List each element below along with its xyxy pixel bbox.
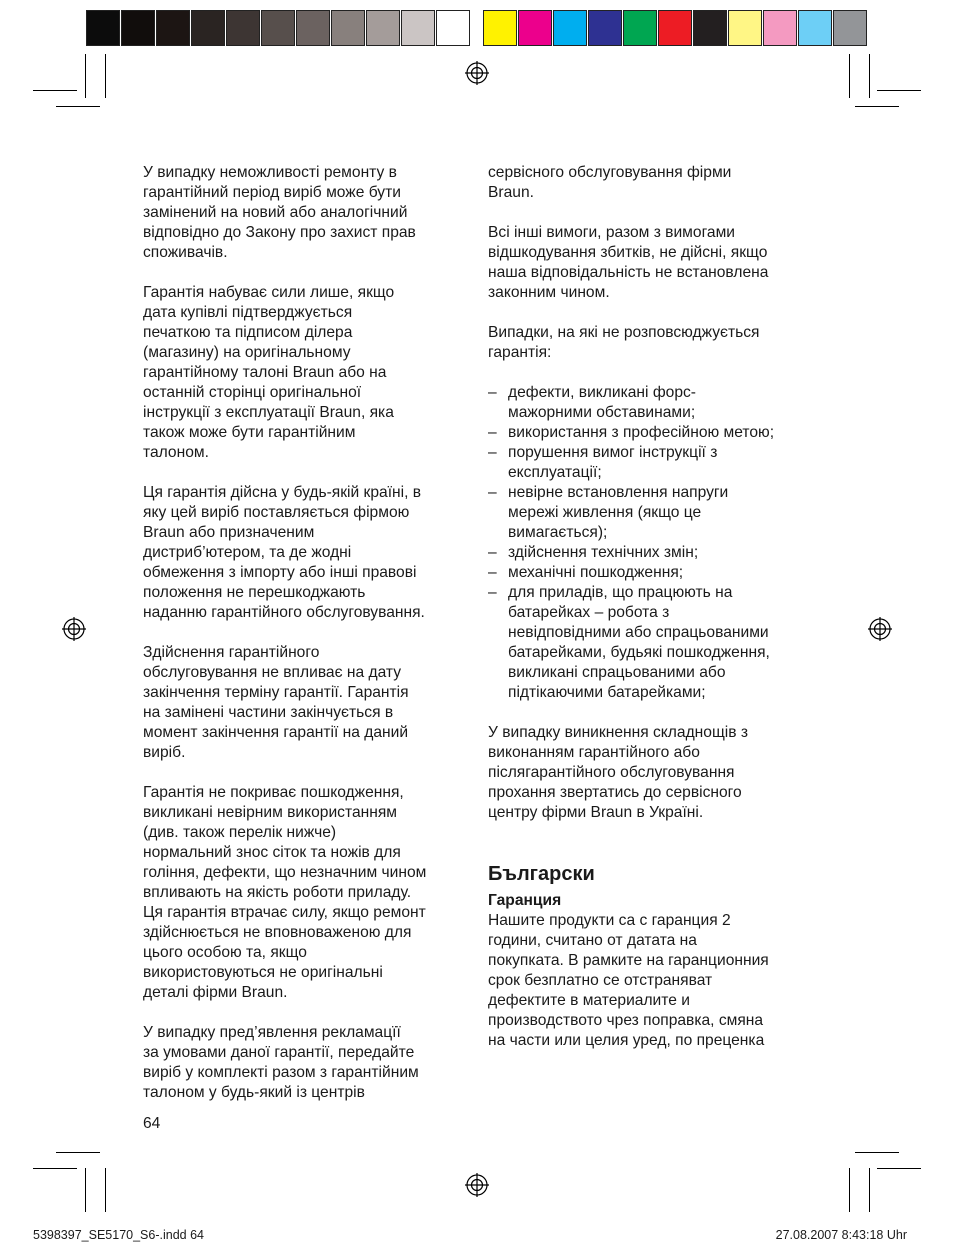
paragraph: сервісного обслуговування фірми Braun.	[488, 164, 732, 201]
color-swatch	[366, 10, 400, 46]
paragraph: Ця гарантія дійсна у будь-якій країні, в яку цей виріб поставляється фірмою Braun або призначеним дистриб’ютером, та де жодні обмеження з імпорту або інші правові положення не перешкоджають наданню гарантійного обслуговування.	[143, 484, 425, 621]
dash-bullet: –	[488, 384, 497, 401]
list-item	[488, 443, 823, 483]
color-swatch	[261, 10, 295, 46]
page-number: 64	[143, 1115, 161, 1132]
color-swatch	[658, 10, 692, 46]
right-text-column	[488, 163, 823, 1071]
paragraph: У випадку пред’явлення рекламацїї за умовами даної гарантії, передайте виріб у комплекті разом з гарантійним талоном у будь-який із центрів	[143, 1024, 419, 1101]
registration-mark-icon	[465, 1173, 489, 1197]
color-swatch	[623, 10, 657, 46]
process-color-bar	[483, 10, 868, 46]
dash-bullet: –	[488, 484, 497, 501]
color-swatch	[518, 10, 552, 46]
dash-bullet: –	[488, 424, 497, 441]
footer-file-info: 5398397_SE5170_S6-.indd 64	[33, 1228, 204, 1242]
color-swatch	[191, 10, 225, 46]
paragraph: Гарантія не покриває пошкодження, викликані невірним використанням (див. також перелік нижче) нормальний знос сіток та ножів для гоління, дефекти, що незначним чином впливають на якість роботи приладу. Ця гарантія втрачає силу, якщо ремонт здійснюється не вповноваженою для цього особою та, якщо використовуються не оригінальні деталі фірми Braun.	[143, 784, 427, 1001]
color-swatch	[86, 10, 120, 46]
list-item	[488, 583, 823, 703]
dash-bullet: –	[488, 584, 497, 601]
paragraph: У випадку неможливості ремонту в гарантійний період виріб може бути замінений на новий або аналогічний відповідно до Закону про захист прав споживачів.	[143, 164, 416, 261]
section-heading: Български	[488, 863, 595, 885]
registration-mark-icon	[62, 617, 86, 641]
list-item-text: механічні пошкодження;	[508, 564, 684, 581]
list-item-text: використання з професійною метою;	[508, 424, 775, 441]
color-swatch	[226, 10, 260, 46]
color-swatch	[833, 10, 867, 46]
color-swatch	[296, 10, 330, 46]
color-swatch	[483, 10, 517, 46]
list-item	[488, 483, 823, 543]
exclusions-list	[488, 383, 823, 703]
paragraph: Здійснення гарантійного обслуговування не впливає на дату закінчення терміну гарантії. Гарантія на замінені частини закінчується в момент закінчення гарантії на даний виріб.	[143, 644, 409, 761]
list-item	[488, 543, 823, 563]
color-swatch	[763, 10, 797, 46]
list-item-text: порушення вимог інструкції з експлуатації;	[508, 444, 718, 481]
list-item-text: для приладів, що працюють на батарейках – робота з невідповідними або спрацьованими батарейками, будьякі пошкодження, викликані спрацьованими або підтікаючими батарейками;	[508, 584, 770, 701]
color-swatch	[331, 10, 365, 46]
paragraph: Всі інші вимоги, разом з вимогами відшкодування збитків, не дійсні, якщо наша відповідальність не встановлена законним чином.	[488, 224, 769, 301]
left-text-column	[143, 163, 473, 1123]
list-item-text: здійснення технічних змін;	[508, 544, 699, 561]
color-swatch	[798, 10, 832, 46]
color-swatch	[121, 10, 155, 46]
dash-bullet: –	[488, 564, 497, 581]
color-swatch	[693, 10, 727, 46]
footer-timestamp: 27.08.2007 8:43:18 Uhr	[775, 1228, 907, 1242]
paragraph: Нашите продукти са с гаранция 2 години, считано от датата на покупката. В рамките на гаранционния срок безплатно се отстраняват дефектите в материалите и производството чрез поправка, смяна на части или целия уред, по преценка	[488, 912, 769, 1049]
color-swatch	[728, 10, 762, 46]
color-swatch	[436, 10, 470, 46]
grayscale-color-bar	[86, 10, 471, 46]
registration-mark-icon	[465, 61, 489, 85]
dash-bullet: –	[488, 544, 497, 561]
color-swatch	[401, 10, 435, 46]
color-swatch	[156, 10, 190, 46]
list-item-text: невірне встановлення напруги мережі живлення (якщо це вимагається);	[508, 484, 729, 541]
list-item	[488, 423, 823, 443]
registration-mark-icon	[868, 617, 892, 641]
section-subheading: Гаранция	[488, 892, 562, 909]
list-item-text: дефекти, викликані форс- мажорними обставинами;	[508, 384, 697, 421]
paragraph: Випадки, на які не розповсюджується гарантія:	[488, 324, 760, 361]
color-swatch	[553, 10, 587, 46]
dash-bullet: –	[488, 444, 497, 461]
list-item	[488, 383, 823, 423]
paragraph: Гарантія набуває сили лише, якщо дата купівлі підтверджується печаткою та підписом ділера (магазину) на оригінальному гарантійному талоні Braun або на останній сторінці оригінальної інструкції з експлуатації Braun, яка також може бути гарантійним талоном.	[143, 284, 395, 461]
color-swatch	[588, 10, 622, 46]
list-item	[488, 563, 823, 583]
paragraph: У випадку виникнення складнощів з виконанням гарантійного або післягарантійного обслуговування прохання звертатись до сервісного центру фірми Braun в Україні.	[488, 724, 749, 821]
